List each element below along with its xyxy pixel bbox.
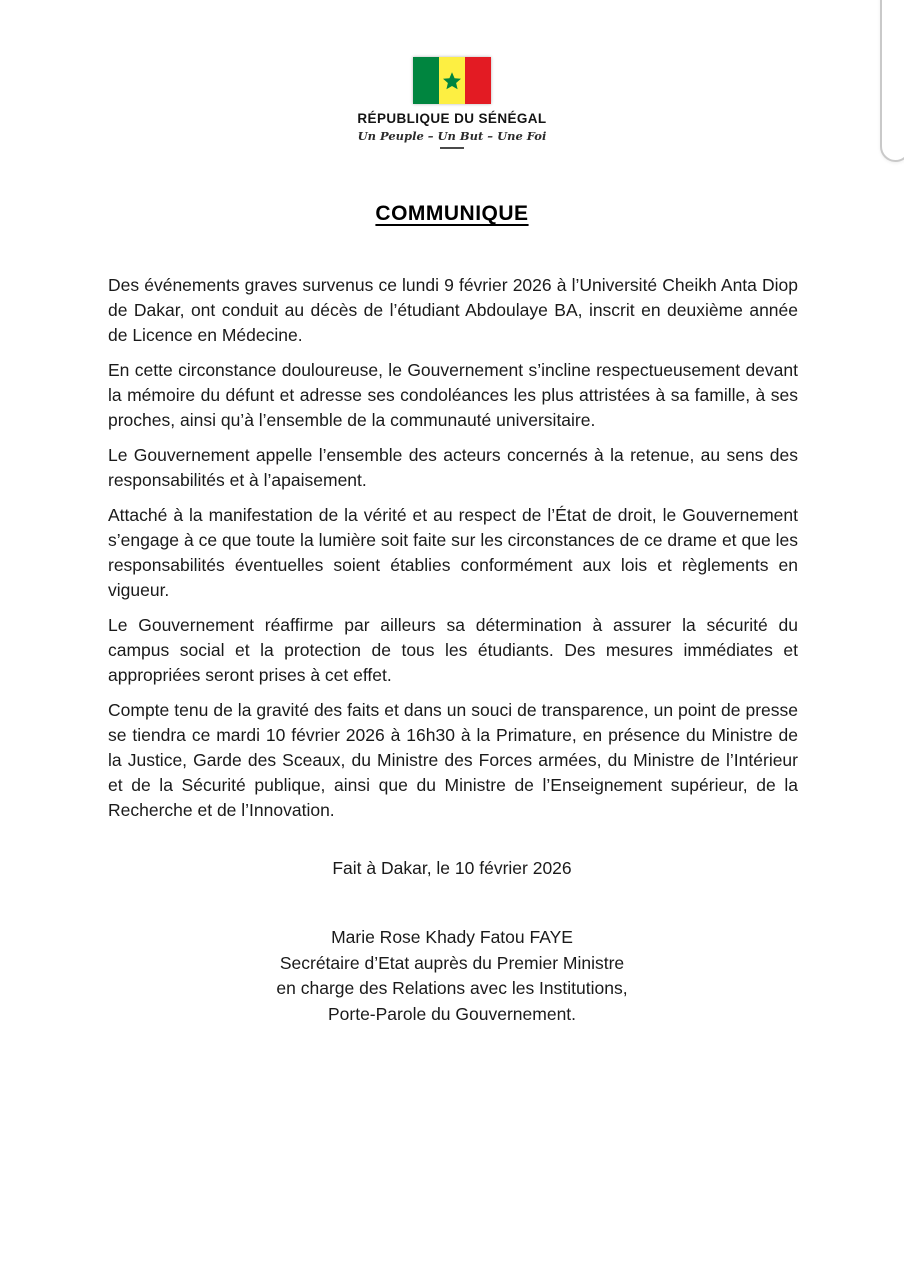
star-icon [441, 70, 463, 92]
signatory-name: Marie Rose Khady Fatou FAYE [331, 927, 573, 947]
flag-yellow-band [439, 57, 465, 104]
signatory-title: Secrétaire d’Etat auprès du Premier Ministre [279, 952, 625, 973]
signature-block [0, 925, 904, 1027]
paragraph-6: Compte tenu de la gravité des faits et dans un souci de transparence, un point de presse se tiendra ce mardi 10 février 2026 à 16h30 à la Primature, en présence du Ministre de la Justice, Garde des Sceaux, du Ministre des Forces armées, du Ministre de l’Intérieur et de la Sécurité publique, ainsi que du Ministre de l’Enseignement supérieur, de la Recherche et de l’Innovation. [108, 700, 798, 820]
flag-green-band [413, 57, 439, 104]
paragraph-4: Attaché à la manifestation de la vérité et au respect de l’État de droit, le Gouvernement s’engage à ce que toute la lumière soit faite sur les circonstances de ce drame et que les responsabilités éventuelles soient établies conformément aux lois et règlements en vigueur. [108, 505, 798, 600]
motto-divider [440, 147, 464, 149]
dateline: Fait à Dakar, le 10 février 2026 [332, 858, 572, 878]
paragraph-5: Le Gouvernement réaffirme par ailleurs sa détermination à assurer la sécurité du campus social et la protection de tous les étudiants. Des mesures immédiates et appropriées seront prises à cet effet. [108, 615, 798, 685]
letterhead [0, 0, 904, 149]
document-body [108, 273, 798, 823]
signatory-spokesperson: Porte-Parole du Gouvernement. [327, 1003, 577, 1024]
senegal-flag-icon [413, 57, 491, 104]
flag-red-band [465, 57, 491, 104]
paragraph-3: Le Gouvernement appelle l’ensemble des acteurs concernés à la retenue, au sens des responsabilités et à l’apaisement. [108, 445, 798, 490]
scrollbar-thumb[interactable] [880, 0, 904, 162]
document-title-text: COMMUNIQUE [375, 202, 529, 225]
document-title [0, 202, 904, 226]
country-name: RÉPUBLIQUE DU SÉNÉGAL [357, 111, 547, 126]
paragraph-1: Des événements graves survenus ce lundi 9 février 2026 à l’Université Cheikh Anta Diop de Dakar, ont conduit au décès de l’étudiant Abdoulaye BA, inscrit en deuxième année de Licence en Médecine. [108, 275, 798, 345]
signatory-role: en charge des Relations avec les Institutions, [276, 978, 628, 998]
paragraph-2: En cette circonstance douloureuse, le Gouvernement s’incline respectueusement devant la mémoire du défunt et adresse ses condoléances les plus attristées à sa famille, à ses proches, ainsi qu’à l’ensemble de la communauté universitaire. [108, 360, 798, 430]
national-motto: Un Peuple – Un But – Une Foi [357, 129, 547, 143]
